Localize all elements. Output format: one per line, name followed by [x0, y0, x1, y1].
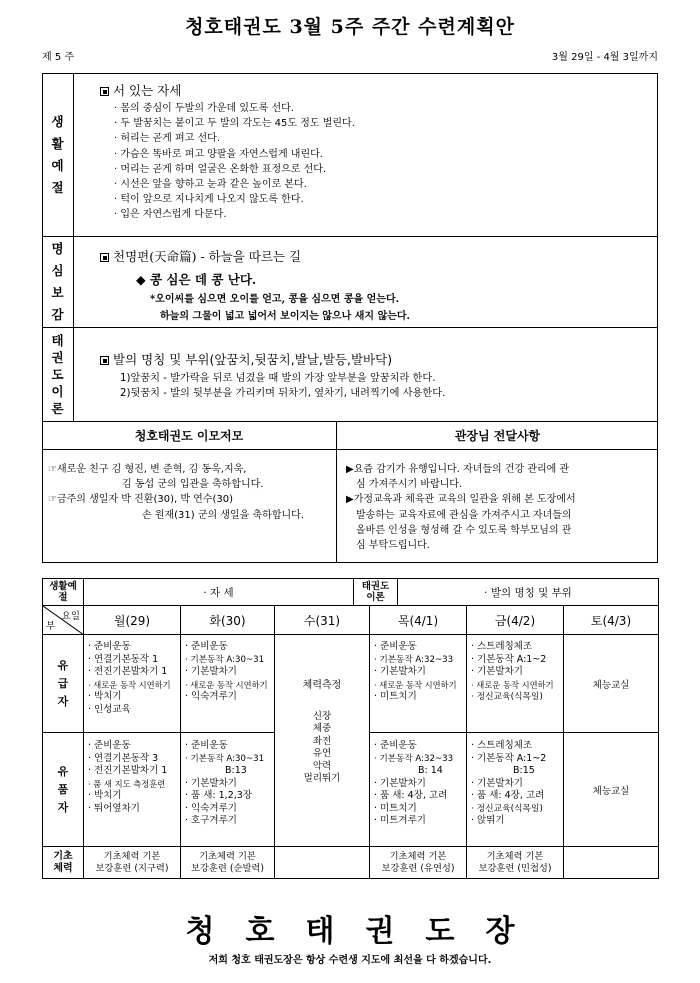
list-item: · 가슴은 똑바로 펴고 양팔을 자연스럽게 내린다. [114, 148, 323, 160]
day-header: 토(4/3) [564, 606, 659, 635]
list-item: · 머리는 곧게 하며 얼굴은 온화한 표정으로 선다. [114, 163, 327, 175]
tkd-theory-heading: 발의 명칭 및 부위(앞꿈치,뒷꿈치,발날,발등,발바닥) [100, 350, 652, 368]
checkbox-square-icon [100, 87, 109, 96]
news-line: 심 가져주시기 바랍니다. [356, 479, 463, 491]
life-manners-list [114, 101, 652, 223]
schedule-cell: · 준비운동 · 연결기본동작 3 · 전진기본발차기 1 · 품 새 지도 측정훈련 · 박치기 · 뛰어옆차기 [84, 733, 181, 847]
schedule-cell: · 준비운동 · 기본동작 A:32~33 B: 14 · 기본발차기 · 품 새: 4장, 고려 · 미트치기 · 미트겨루기 [370, 733, 467, 847]
news-line: ▶가정교육과 체육관 교육의 일관을 위해 본 도장에서 [346, 494, 576, 506]
day-header: 화(30) [181, 606, 275, 635]
news-line: 손 원재(31) 군의 생일을 축하합니다. [142, 509, 305, 521]
list-item: · 턱이 앞으로 지나치게 나오지 않도록 한다. [114, 194, 304, 206]
fitness-test-cell: 체력측정 신장 체중 좌전 유연 악력 멀리뛰기 [275, 635, 370, 847]
proverb-note: *오이씨를 심으면 오이를 얻고, 콩을 심으면 콩을 얻는다. [150, 294, 400, 305]
tkd-theory-label: 태 권 도 이 론 [42, 328, 74, 421]
news-line: 올바른 인성을 형성해 갈 수 있도록 학부모님의 관 [356, 524, 572, 536]
schedule-cell: · 준비운동 · 기본동작 A:30~31 · 기본발차기 · 새로운 동작 시연하기 · 익숙겨루기 [181, 635, 275, 733]
list-item: · 몸의 중심이 두발의 가운데 있도록 선다. [114, 103, 294, 114]
date-range: 3월 29일 - 4월 3일까지 [551, 52, 658, 63]
week-number: 제 5 주 [42, 52, 75, 63]
schedule-cell: · 준비운동 · 기본동작 A:30~31 B:13 · 기본발차기 · 품 새: 1,2,3장 · 익숙겨루기 · 호구겨루기 [181, 733, 275, 847]
schedule-cell: · 준비운동 · 연결기본동작 1 · 전진기본발차기 1 · 새로운 동작 시연하기 · 박치기 · 인성교육 [84, 635, 181, 733]
weekly-schedule-table [42, 605, 659, 879]
list-item: 2)뒷꿈치 - 발의 뒷부분을 가리키며 뒤차기, 옆차기, 내려찍기에 사용한다. [120, 388, 446, 400]
schedule-cell: 기초체력 기본 보강훈련 (유연성) [370, 847, 467, 879]
schedule-cell: · 스트레칭체조 · 기본동작 A:1~2 B:15 · 기본발차기 · 품 새: 4장, 고려 · 정신교육(식목일) · 앉뛰기 [467, 733, 564, 847]
news-line: 발송하는 교육자료에 관심을 가져주시고 자녀들의 [356, 509, 572, 521]
row-label-colored-belt: 유 급 자 [43, 635, 84, 733]
schedule-cell-empty [564, 847, 659, 879]
proverb: ◆ 콩 심은 데 콩 난다. [136, 272, 257, 287]
footer-slogan: 저희 청호 태권도장은 항상 수련생 지도에 최선을 다 하겠습니다. [208, 955, 492, 966]
schedule-cell: 기초체력 기본 보강훈련 (순발력) [181, 847, 275, 879]
life-manners-heading: 서 있는 자세 [100, 81, 652, 99]
news-line: ☞금주의 생일자 박 진환(30), 박 연수(30) [48, 494, 234, 506]
day-header: 금(4/2) [467, 606, 564, 635]
list-item: · 두 발꿈치는 붙이고 두 발의 각도는 45도 정도 벌린다. [114, 118, 355, 130]
schedule-cell: · 스트레칭체조 · 기본동작 A:1~2 · 기본발차기 · 새로운 동작 시연하기 · 정신교육(식목일) [467, 635, 564, 733]
day-header: 월(29) [84, 606, 181, 635]
news-line: 김 동섭 군의 입관을 축하합니다. [122, 479, 264, 491]
summary-label-manners: 생활예절 [43, 579, 84, 606]
tkd-theory-section [42, 328, 658, 422]
proverb-note: 하늘의 그물이 넓고 넓어서 보이지는 않으나 새지 않는다. [160, 311, 411, 323]
day-header: 목(4/1) [370, 606, 467, 635]
news-section [42, 422, 658, 563]
schedule-cell: 체능교실 [564, 635, 659, 733]
news-line: ▶요즘 감기가 유행입니다. 자녀들의 건강 관리에 관 [346, 464, 570, 475]
page-title: 청호태권도 3월 5주 주간 수련계획안 [185, 16, 515, 38]
mind-treasure-section [42, 237, 658, 328]
footer-school-name: 청호태권도장 [185, 914, 546, 949]
news-line: 심 부탁드립니다. [356, 540, 430, 552]
list-item: · 시선은 앞을 향하고 눈과 같은 높이로 본다. [114, 179, 307, 191]
corner-cell: 요일 부 [43, 606, 84, 635]
day-header: 수(31) [275, 606, 370, 635]
schedule-cell-empty [275, 847, 370, 879]
news-right-title: 관장님 전달사항 [454, 429, 541, 443]
schedule-cell: 체능교실 [564, 733, 659, 847]
summary-value-theory: · 발의 명칭 및 부위 [398, 579, 659, 606]
row-label-fitness: 기초 체력 [43, 847, 84, 879]
schedule-cell: · 준비운동 · 기본동작 A:32~33 · 기본발차기 · 새로운 동작 시연하기 · 미트치기 [370, 635, 467, 733]
row-label-poom-belt: 유 품 자 [43, 733, 84, 847]
summary-bar [42, 578, 659, 606]
checkbox-square-icon [100, 253, 109, 262]
list-item: · 허리는 곧게 펴고 선다. [114, 133, 221, 145]
life-manners-label: 생 활 예 절 [42, 73, 74, 236]
schedule-cell: 기초체력 기본 보강훈련 (민첩성) [467, 847, 564, 879]
summary-value-manners: · 자 세 [84, 579, 354, 606]
mind-treasure-label: 명 심 보 감 [42, 237, 74, 327]
checkbox-square-icon [100, 356, 109, 365]
news-left-title: 청호태권도 이모저모 [134, 429, 244, 443]
list-item: 1)앞꿈치 - 발가락을 뒤로 넘겼을 때 발의 가장 앞부분을 앞꿈치라 한다. [120, 373, 436, 384]
schedule-cell: 기초체력 기본 보강훈련 (지구력) [84, 847, 181, 879]
news-line: ☞새로운 친구 김 형진, 변 준혁, 김 동욱,지욱, [48, 464, 247, 475]
list-item: · 입은 자연스럽게 다문다. [114, 209, 227, 221]
mind-treasure-heading: 천명편(天命篇) - 하늘을 따르는 길 [100, 247, 652, 265]
summary-label-theory: 태권도이론 [354, 579, 398, 606]
life-manners-section [42, 73, 658, 237]
